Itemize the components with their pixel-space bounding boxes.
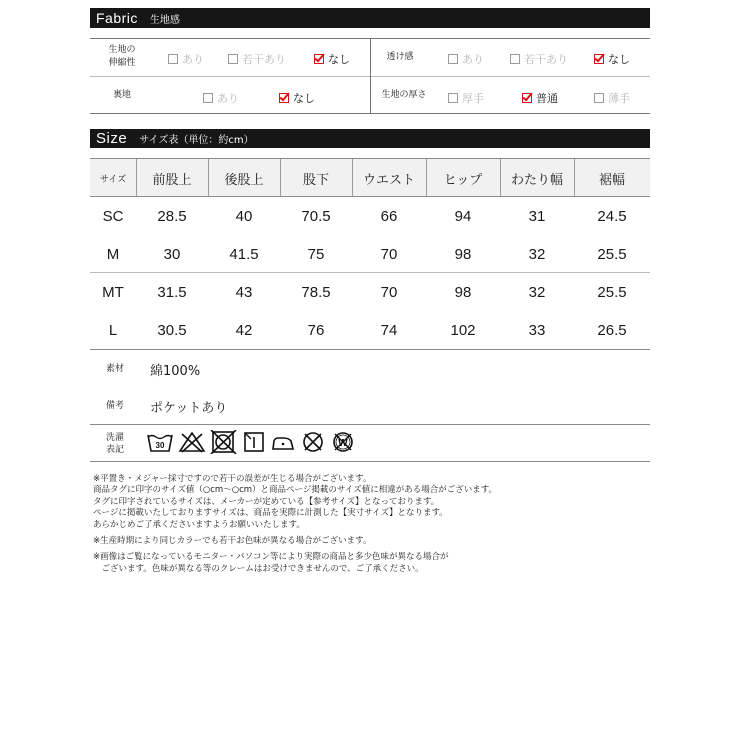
stretch-option-slight	[228, 51, 286, 67]
thickness-option-thick	[448, 90, 484, 106]
checkbox-icon	[448, 54, 458, 64]
fabric-header-bar	[90, 8, 650, 28]
fabric-subtitle: 生地感	[149, 14, 180, 26]
header-cell: ヒップ	[443, 172, 483, 188]
care-symbols	[146, 430, 356, 454]
divider	[208, 159, 209, 197]
no-tumble-dry-icon	[210, 430, 238, 454]
thickness-option-normal	[522, 90, 558, 106]
table-cell: 41.5	[229, 245, 259, 263]
checkbox-icon	[448, 93, 458, 103]
note-line: ページに掲載いたしておりますサイズは、商品を実際に計測した【実寸サイズ】となります。	[93, 508, 448, 519]
size-table-header	[90, 159, 650, 197]
note-line: ※平置き・メジャー採寸ですので若干の誤差が生じる場合がございます。	[93, 474, 372, 484]
option-label: 若干あり	[242, 53, 286, 66]
sheer-label: 透け感	[386, 52, 414, 62]
table-cell: 31	[528, 207, 546, 225]
size-header-bar	[90, 129, 650, 148]
material-label: 素材	[105, 364, 124, 374]
lining-option-yes	[203, 90, 239, 106]
table-cell: 102	[450, 321, 476, 339]
checkbox-icon	[594, 93, 604, 103]
divider	[426, 159, 427, 197]
material-value: 綿100%	[150, 364, 201, 379]
table-cell: 33	[528, 321, 546, 339]
no-dry-clean-icon	[300, 430, 326, 454]
remarks-label: 備考	[105, 401, 124, 411]
table-cell: 43	[235, 283, 253, 301]
sheer-option-none	[594, 51, 630, 67]
line-dry-shade-icon	[242, 430, 266, 454]
table-cell: 40	[235, 207, 253, 225]
care-label-line1: 洗濯	[105, 433, 124, 443]
note-line: ※生産時期により同じカラーでも若干お色味が異なる場合がございます。	[93, 536, 372, 547]
stretch-label-line1: 生地の	[108, 45, 136, 55]
table-row	[90, 197, 650, 235]
note-line: あらかじめご了承くださいますようお願いいたします。	[93, 519, 305, 530]
fabric-table	[90, 38, 650, 114]
header-cell: 前股上	[152, 172, 192, 188]
table-cell: 30	[163, 245, 181, 263]
table-cell: 70	[380, 283, 398, 301]
svg-text:30: 30	[155, 441, 165, 450]
option-label: なし	[328, 53, 350, 66]
table-row	[90, 235, 650, 273]
header-cell: サイズ	[99, 174, 127, 185]
header-cell: 裾幅	[598, 172, 625, 188]
wet-clean-icon	[330, 430, 356, 454]
size-title: Size	[96, 130, 128, 147]
care-label-line2: 表記	[105, 445, 124, 455]
size-table	[90, 159, 650, 349]
divider	[574, 159, 575, 197]
table-cell: 70	[380, 245, 398, 263]
table-cell: L	[108, 321, 118, 339]
note-line: 商品タグに印字のサイズ値（○cm〜○cm）と商品ページ掲載のサイズ値に相違がある場合がございます。	[93, 485, 498, 496]
header-cell: ウエスト	[362, 172, 415, 188]
header-cell: わたり幅	[510, 172, 563, 188]
option-label: あり	[217, 92, 239, 105]
header-cell: 後股上	[224, 172, 264, 188]
option-label: あり	[462, 53, 484, 66]
option-label: 普通	[536, 92, 558, 105]
checked-checkbox-icon	[594, 54, 604, 64]
checked-checkbox-icon	[522, 93, 532, 103]
fabric-title: Fabric	[96, 10, 138, 26]
stretch-option-none	[314, 51, 350, 67]
thickness-label: 生地の厚さ	[381, 90, 427, 100]
no-bleach-icon	[178, 430, 206, 454]
table-cell: 74	[380, 321, 398, 339]
divider	[280, 159, 281, 197]
checkbox-icon	[228, 54, 238, 64]
sheer-option-yes	[448, 51, 484, 67]
table-cell: 70.5	[301, 207, 331, 225]
divider	[90, 272, 650, 273]
note-line: ※画像はご覧になっているモニター・パソコン等により実際の商品と多少色味が異なる場合が	[93, 552, 449, 563]
table-cell: 32	[528, 283, 546, 301]
divider	[500, 159, 501, 197]
low-iron-icon	[270, 430, 296, 454]
table-cell: 31.5	[157, 283, 187, 301]
lining-option-no	[279, 90, 315, 106]
table-cell: 30.5	[157, 321, 187, 339]
table-cell: 25.5	[597, 283, 627, 301]
checked-checkbox-icon	[279, 93, 289, 103]
stretch-label	[92, 44, 152, 70]
table-cell: 98	[454, 245, 472, 263]
checkbox-icon	[203, 93, 213, 103]
size-subtitle: サイズ表（単位：約cm）	[139, 135, 254, 146]
sheer-option-slight	[510, 51, 568, 67]
table-cell: MT	[102, 283, 124, 301]
table-cell: 42	[235, 321, 253, 339]
option-label: あり	[182, 53, 204, 66]
svg-text:W: W	[338, 438, 348, 449]
divider	[90, 424, 650, 425]
table-cell: 66	[380, 207, 398, 225]
checkbox-icon	[168, 54, 178, 64]
option-label: 厚手	[462, 92, 484, 105]
info-block	[90, 350, 650, 424]
stretch-label-line2: 伸縮性	[108, 58, 136, 68]
divider	[352, 159, 353, 197]
wash-30-icon	[146, 430, 174, 454]
option-label: なし	[608, 53, 630, 66]
stretch-option-yes	[168, 51, 204, 67]
table-cell: 32	[528, 245, 546, 263]
header-cell: 股下	[302, 172, 329, 188]
table-cell: SC	[102, 207, 124, 225]
table-cell: M	[106, 245, 120, 263]
table-cell: 25.5	[597, 245, 627, 263]
note-line: タグに印字されているサイズは、メーカーが定めている【参考サイズ】となっております。	[93, 496, 440, 507]
option-label: 薄手	[608, 92, 630, 105]
table-cell: 28.5	[157, 207, 187, 225]
remarks-value: ポケットあり	[150, 401, 228, 416]
table-cell: 26.5	[597, 321, 627, 339]
table-cell: 98	[454, 283, 472, 301]
table-cell: 76	[307, 321, 325, 339]
table-cell: 94	[454, 207, 472, 225]
divider	[136, 159, 137, 197]
table-cell: 24.5	[597, 207, 627, 225]
notes	[93, 474, 653, 575]
option-label: なし	[293, 92, 315, 105]
lining-label: 裏地	[112, 90, 131, 100]
option-label: 若干あり	[524, 53, 568, 66]
checked-checkbox-icon	[314, 54, 324, 64]
table-row	[90, 311, 650, 349]
care-label	[90, 432, 140, 456]
divider	[370, 38, 371, 114]
table-cell: 75	[307, 245, 325, 263]
note-line: ございます。色味が異なる等のクレームはお受けできませんので、ご了承ください。	[93, 563, 424, 574]
table-cell: 78.5	[301, 283, 331, 301]
divider	[90, 196, 650, 197]
divider	[90, 461, 650, 462]
checkbox-icon	[510, 54, 520, 64]
table-row	[90, 273, 650, 311]
thickness-option-thin	[594, 90, 630, 106]
